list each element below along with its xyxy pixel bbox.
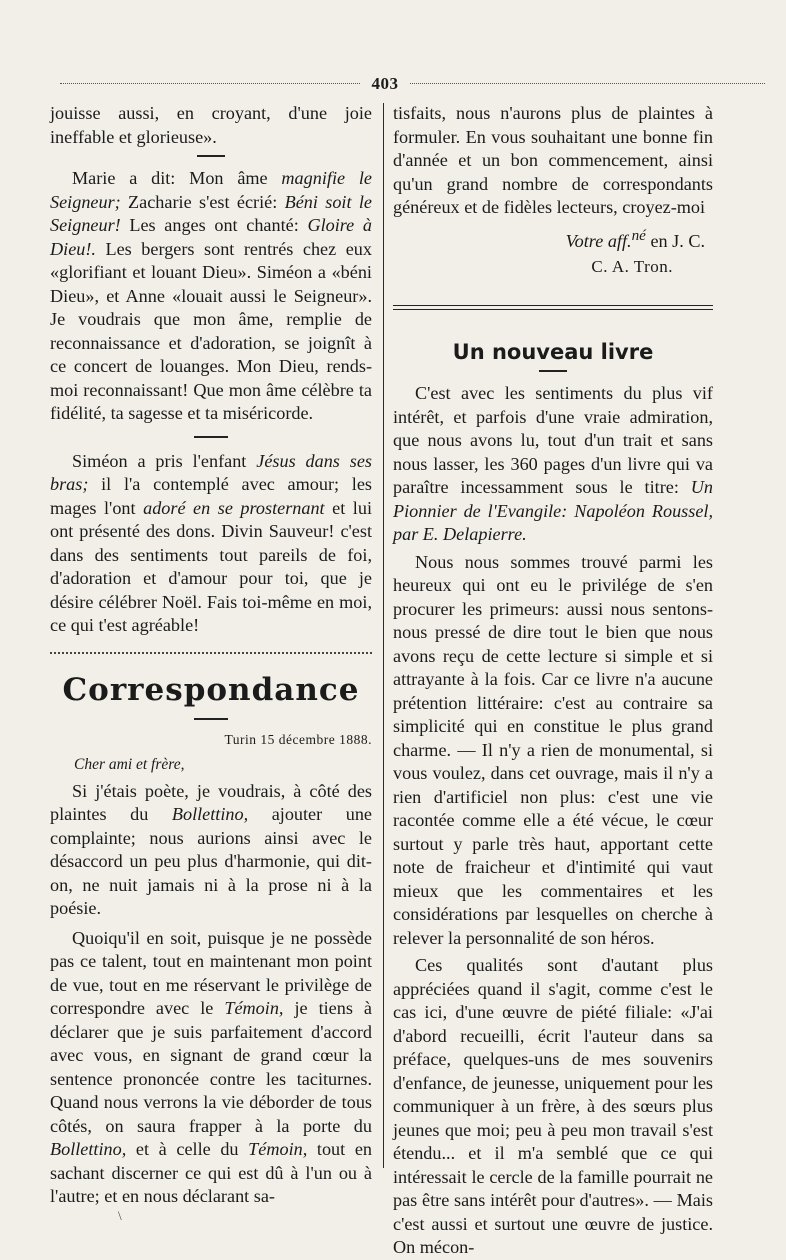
page-number: 403 — [371, 74, 399, 93]
paragraph-marie: Marie a dit: Mon âme magnifie le Seigneur; Zacharie s'est écrié: Béni soit le Seigneur! Les anges ont chanté: Gloire à Dieu!. Les bergers sont rentrés chez eux «glorifiant et louant Dieu». Siméon a «béni Dieu», et Anne «louait aussi le Seigneur». Je voudrais que mon âme, remplie de reconnaissance et d'adoration, se joignît à ce concert de louanges. Mon Dieu, rends-moi reconnaissant! Que mon âme célèbre ta fidélité, ta sagesse et ta miséricorde. — [50, 168, 372, 423]
letter-salutation: Cher ami et frère, — [74, 755, 185, 773]
right-column — [393, 102, 713, 1260]
article-title: Un nouveau livre — [452, 340, 654, 365]
letter-closing: Votre aff.$^{né}$ en J. C. — [565, 226, 705, 251]
paragraph-heureux: Nous nous sommes trouvé parmi les heureux qui ont eu le privilége de s'en procurer les primeurs: aussi nous sentons-nous pressé de dire tout le bien que nous avons reçu de cette lecture si simple et si attrayante à la fois. Car ce livre n'a aucune prétention littéraire: c'est au contraire sa simplicité qui en constitue le plus grand charme. — Il n'y a rien de monumental, si vous voulez, dans cet ouvrage, mais il n'y a rien d'artificiel non plus: c'est une vie racontée comme elle a été vécue, le cœur surtout y parle très haut, apportant cette note de fraicheur et d'intimité qui vaut mieux que les commentaires et les considérations par lesquelles on cherche à relever la personnalité de son héros. — [393, 551, 713, 948]
section-title-correspondance: Correspondance — [62, 671, 360, 708]
article-rule — [393, 305, 713, 310]
separator-dash — [194, 718, 228, 720]
header-rule-right — [410, 83, 765, 84]
separator-dash — [539, 370, 567, 372]
paragraph-simeon: Siméon a pris l'enfant Jésus dans ses bras; il l'a contemplé avec amour; les mages l'ont adoré en se prosternant et lui ont présenté des dons. Divin Sauveur! c'est dans des sentiments tout pareils de foi, d'adoration et d'amour pour toi, que je désire célébrer Noël. Fais toi-même en moi, ce qui t'est agréable! — [50, 450, 373, 635]
paragraph-letter-continued: tisfaits, nous n'aurons plus de plaintes à formuler. En vous souhaitant une bonne fin d'année et un bon commencement, ainsi qu'un grand nombre de correspondants généreux et de fidèles lecteurs, croyez-moi — [393, 103, 713, 217]
paragraph-interet: C'est avec les sentiments du plus vif intérêt, et parfois d'une vraie admiration, que nous avons lu, tout d'un trait et sans nous lasser, les 360 pages d'un livre qui va paraître incessamment sous le titre: Un Pionnier de l'Evangile: Napoléon Roussel, par E. Delapierre. — [393, 383, 713, 545]
stray-print-mark: \ — [118, 1208, 122, 1223]
separator-dash — [197, 155, 225, 157]
section-rule — [50, 652, 372, 654]
separator-dash — [194, 436, 228, 438]
paragraph-quoiquil: Quoiqu'il en soit, puisque je ne possède pas ce talent, tout en maintenant mon point de vue, tout en me réservant le privilège de correspondre avec le Témoin, je tiens à déclarer que je suis parfaitement d'accord avec vous, en signant de grand cœur la sentence prononcée contre les taciturnes. Quand nous verrons la vie déborder de tous côtés, on saura frapper à la porte du Bollettino, et à celle du Témoin, tout en sachant discerner ce qui est dû à l'un ou à l'autre; et en nous déclarant sa- — [50, 927, 372, 1206]
column-divider — [383, 103, 384, 1168]
paragraph-poete: Si j'étais poète, je voudrais, à côté des plaintes du Bollettino, ajouter une complainte; nous aurions ainsi avec le désaccord un peu plus d'harmonie, qui dit-on, ne nuit jamais ni à la prose ni à la poésie. — [50, 780, 372, 918]
paragraph-qualites: Ces qualités sont d'autant plus appréciées quand il s'agit, comme c'est le cas ici, d'une œuvre de piété filiale: «J'ai d'abord recueilli, écrit l'auteur dans sa préface, quelques-uns de mes souvenirs d'enfance, de jeunesse, uniquement pour les communiquer à un frère, à des sœurs plus jeunes que moi; peu à peu mon travail s'est étendu... et il m'a semblé que ce qui intéressait le cercle de la famille pourrait ne pas être sans intérêt pour d'autres». — Mais c'est aussi et surtout une œuvre de justice. On mécon- — [393, 955, 713, 1258]
paragraph-opening-end: jouisse aussi, en croyant, d'une joie ineffable et glorieuse». — [50, 103, 372, 147]
letter-dateline: Turin 15 décembre 1888. — [224, 731, 372, 747]
header-rule-left — [60, 83, 360, 84]
letter-signature: C. A. Tron. — [591, 257, 673, 277]
left-column — [50, 102, 372, 1209]
